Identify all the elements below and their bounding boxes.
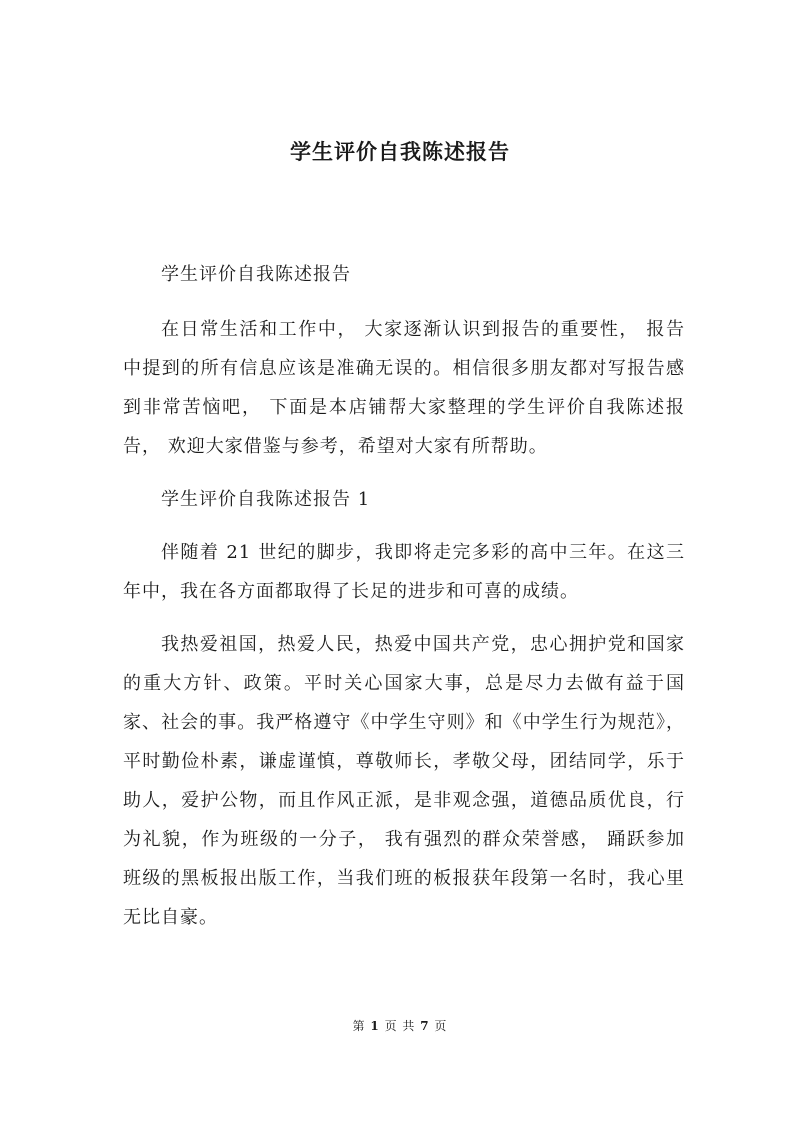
paragraph-2: 我热爱祖国，热爱人民，热爱中国共产党，忠心拥护党和国家的重大方针、政策。平时关心国家大事，总是尽力去做有益于国家、社会的事。我严格遵守《中学生守则》和《中学生行为规范》，平时勤俭朴素，谦虚谨慎，尊敬师长，孝敬父母，团结同学，乐于助人，爱护公物，而且作风正派，是非观念强，道德品质优良，行为礼貌，作为班级的一分子， 我有强烈的群众荣誉感， 踊跃参加班级的黑板报出版工作，当我们班的板报获年段第一名时，我心里无比自豪。 (123, 634, 685, 928)
document-title: 学生评价自我陈述报告 (290, 140, 510, 164)
paragraph-section-heading: 学生评价自我陈述报告 1 (161, 489, 371, 510)
paragraph-heading: 学生评价自我陈述报告 (161, 264, 351, 285)
paragraph-1: 伴随着 21 世纪的脚步，我即将走完多彩的高中三年。在这三年中，我在各方面都取得了长足的进步和可喜的成绩。 (123, 542, 685, 602)
footer-total-pages: 7 (420, 1019, 430, 1033)
paragraph-intro: 在日常生活和工作中， 大家逐渐认识到报告的重要性， 报告中提到的所有信息应该是准确无误的。相信很多朋友都对写报告感到非常苦恼吧， 下面是本店铺帮大家整理的学生评价自我陈述报告， 欢迎大家借鉴与参考，希望对大家有所帮助。 (123, 319, 685, 457)
page-footer (0, 1017, 800, 1034)
footer-middle: 页 共 (384, 1019, 416, 1033)
footer-prefix: 第 (352, 1019, 366, 1033)
document-body (123, 255, 685, 955)
footer-page-number: 1 (370, 1019, 380, 1033)
footer-suffix: 页 (434, 1019, 448, 1033)
